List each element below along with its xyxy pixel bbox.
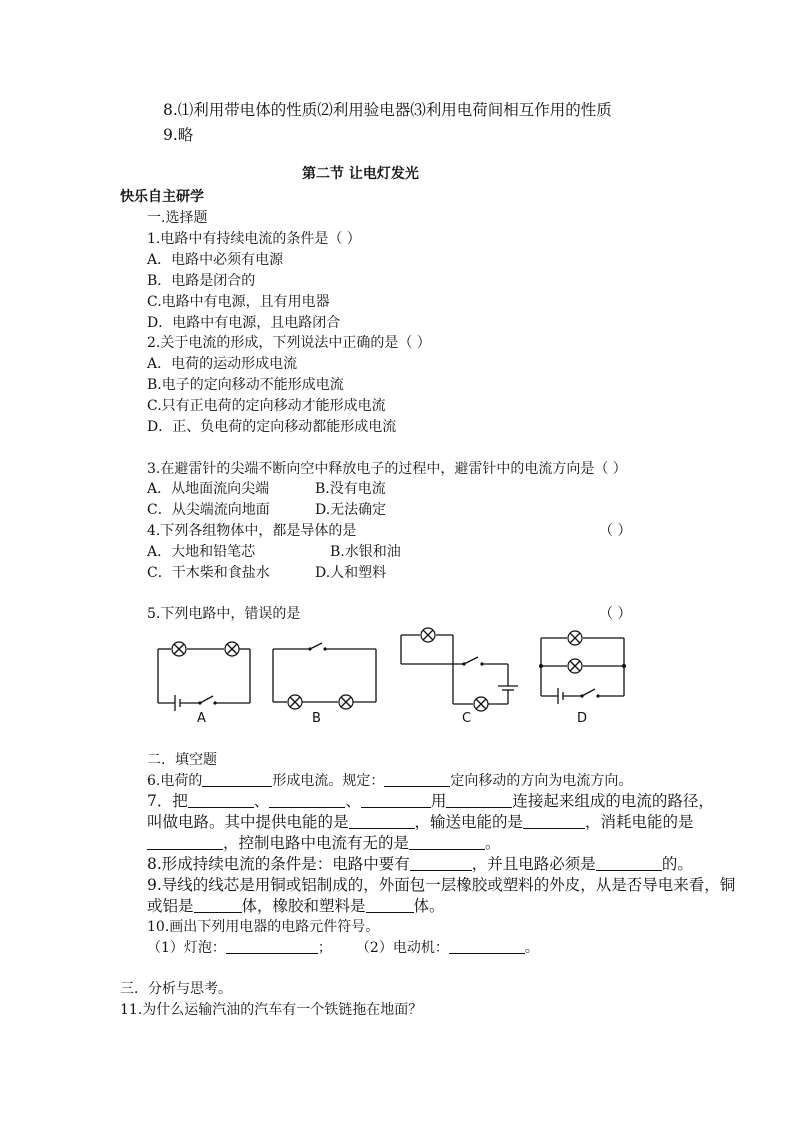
- circuit-diagram-b: [270, 640, 382, 718]
- q7-text-1: 7．把: [147, 792, 188, 810]
- q7-text-2: 、: [253, 792, 270, 810]
- q6-blank-2: [384, 772, 450, 787]
- circuit-label-b: B: [312, 711, 321, 726]
- q3-option-c: C．从尖端流向地面: [147, 502, 270, 518]
- switch-icon: [310, 643, 322, 649]
- q6-text-2: 形成电流。规定：: [272, 773, 385, 789]
- q7-blank-2: [269, 793, 345, 808]
- q7-text-9: ，控制电路中电流有无的是: [223, 834, 410, 852]
- q10-line: [147, 938, 539, 958]
- circuit-label-d: D: [577, 711, 588, 726]
- q2-option-d: D．正、负电荷的定向移动都能形成电流: [147, 419, 397, 435]
- q8-text-1: 8.形成持续电流的条件是：电路中要有: [147, 855, 410, 873]
- section-fill-heading: 二．填空题: [147, 752, 217, 768]
- part-label: 快乐自主研学: [120, 189, 204, 205]
- circuit-diagram-a: [155, 638, 255, 718]
- q7-text-10: 。: [485, 834, 501, 852]
- q4-stem: 4.下列各组物体中，都是导体的是: [147, 523, 357, 539]
- q6-blank-1: [202, 772, 272, 787]
- q10-text-2: ；: [317, 940, 332, 956]
- q9-blank-1: [194, 898, 242, 913]
- q7-line-2: [147, 812, 694, 832]
- q7-blank-1: [188, 793, 254, 808]
- q3-option-d: D.无法确定: [315, 502, 387, 518]
- switch-icon: [200, 696, 213, 703]
- q7-blank-3: [361, 793, 431, 808]
- q9-line-1: 9.导线的线芯是用铜或铝制成的，外面包一层橡胶或塑料的外皮，从是否导电来看，铜: [147, 876, 736, 894]
- q1-option-d: D．电路中有电源，且电路闭合: [147, 315, 341, 331]
- q7-text-3: 、: [345, 792, 361, 810]
- q3-option-b: B.没有电流: [315, 481, 386, 497]
- q10-text-1: （1）灯泡：: [147, 940, 226, 956]
- q2-option-c: C.只有正电荷的定向移动才能形成电流: [147, 398, 386, 414]
- q8-text-3: 的。: [661, 855, 693, 873]
- section-title: 第二节 让电灯发光: [302, 166, 419, 182]
- answer-9: 9.略: [163, 126, 194, 144]
- q8-text-2: ，并且电路必须是: [471, 855, 596, 873]
- q2-option-b: B.电子的定向移动不能形成电流: [147, 377, 344, 393]
- q2-stem: 2.关于电流的形成，下列说法中正确的是（ ）: [147, 335, 431, 351]
- q6-line: [147, 771, 632, 791]
- q8-line: [147, 854, 693, 874]
- q11-stem: 11.为什么运输汽油的汽车有一个铁链拖在地面？: [120, 1002, 423, 1018]
- q7-blank-5: [349, 814, 415, 829]
- q5-stem: 5.下列电路中，错误的是: [147, 606, 301, 622]
- q1-option-c: C.电路中有电源，且有用电器: [147, 294, 330, 310]
- q10-text-4: 。: [524, 940, 539, 956]
- q7-blank-6: [523, 814, 585, 829]
- circuit-diagram-c: [398, 624, 520, 716]
- q4-option-c: C．干木柴和食盐水: [147, 565, 270, 581]
- q7-text-5: 连接起来组成的电流的路径，: [512, 792, 714, 810]
- q10-blank-2: [449, 939, 525, 954]
- q4-answer-paren: （ ）: [599, 523, 632, 539]
- circuit-label-a: A: [197, 711, 206, 726]
- circuit-label-c: C: [462, 711, 472, 726]
- q10-blank-1: [226, 939, 318, 954]
- switch-icon: [582, 689, 595, 696]
- q4-option-d: D.人和塑料: [315, 565, 387, 581]
- q7-blank-7: [147, 835, 223, 850]
- q8-blank-2: [596, 856, 662, 871]
- q10-text-3: （2）电动机：: [355, 940, 449, 956]
- q9-text-1: 或铝是: [147, 897, 194, 915]
- q3-option-a: A．从地面流向尖端: [147, 481, 270, 497]
- q6-text-1: 6.电荷的: [147, 773, 203, 789]
- q5-answer-paren: （ ）: [599, 606, 632, 622]
- q10-stem: 10.画出下列用电器的电路元件符号。: [147, 919, 380, 935]
- q7-line-1: [147, 791, 714, 811]
- q9-text-3: 体。: [413, 897, 445, 915]
- q9-blank-2: [366, 898, 414, 913]
- q7-blank-8: [409, 835, 485, 850]
- answer-8: 8.⑴利用带电体的性质⑵利用验电器⑶利用电荷间相互作用的性质: [163, 101, 612, 119]
- q2-option-a: A．电荷的运动形成电流: [147, 356, 298, 372]
- circuit-diagram-d: [538, 626, 630, 718]
- q4-option-b: B.水银和油: [330, 544, 401, 560]
- section-analysis-heading: 三．分析与思考。: [120, 981, 232, 997]
- q8-blank-1: [410, 856, 472, 871]
- switch-icon: [464, 657, 478, 664]
- q1-stem: 1.电路中有持续电流的条件是（ ）: [147, 231, 361, 247]
- q7-text-6: 叫做电路。其中提供电能的是: [147, 813, 349, 831]
- q7-blank-4: [446, 793, 512, 808]
- q6-text-3: 定向移动的方向为电流方向。: [450, 773, 633, 789]
- q1-option-a: A．电路中必须有电源: [147, 252, 284, 268]
- q7-line-3: [147, 833, 501, 853]
- q9-text-2: 体，橡胶和塑料是: [241, 897, 366, 915]
- q7-text-4: 用: [430, 792, 447, 810]
- q1-option-b: B．电路是闭合的: [147, 273, 256, 289]
- q7-text-8: ，消耗电能的是: [585, 813, 694, 831]
- section-choice-heading: 一.选择题: [147, 210, 208, 226]
- q7-text-7: ，输送电能的是: [414, 813, 524, 831]
- q9-line-2: [147, 896, 445, 916]
- q3-stem: 3.在避雷针的尖端不断向空中释放电子的过程中，避雷针中的电流方向是（ ）: [147, 461, 627, 477]
- q4-option-a: A．大地和铅笔芯: [147, 544, 256, 560]
